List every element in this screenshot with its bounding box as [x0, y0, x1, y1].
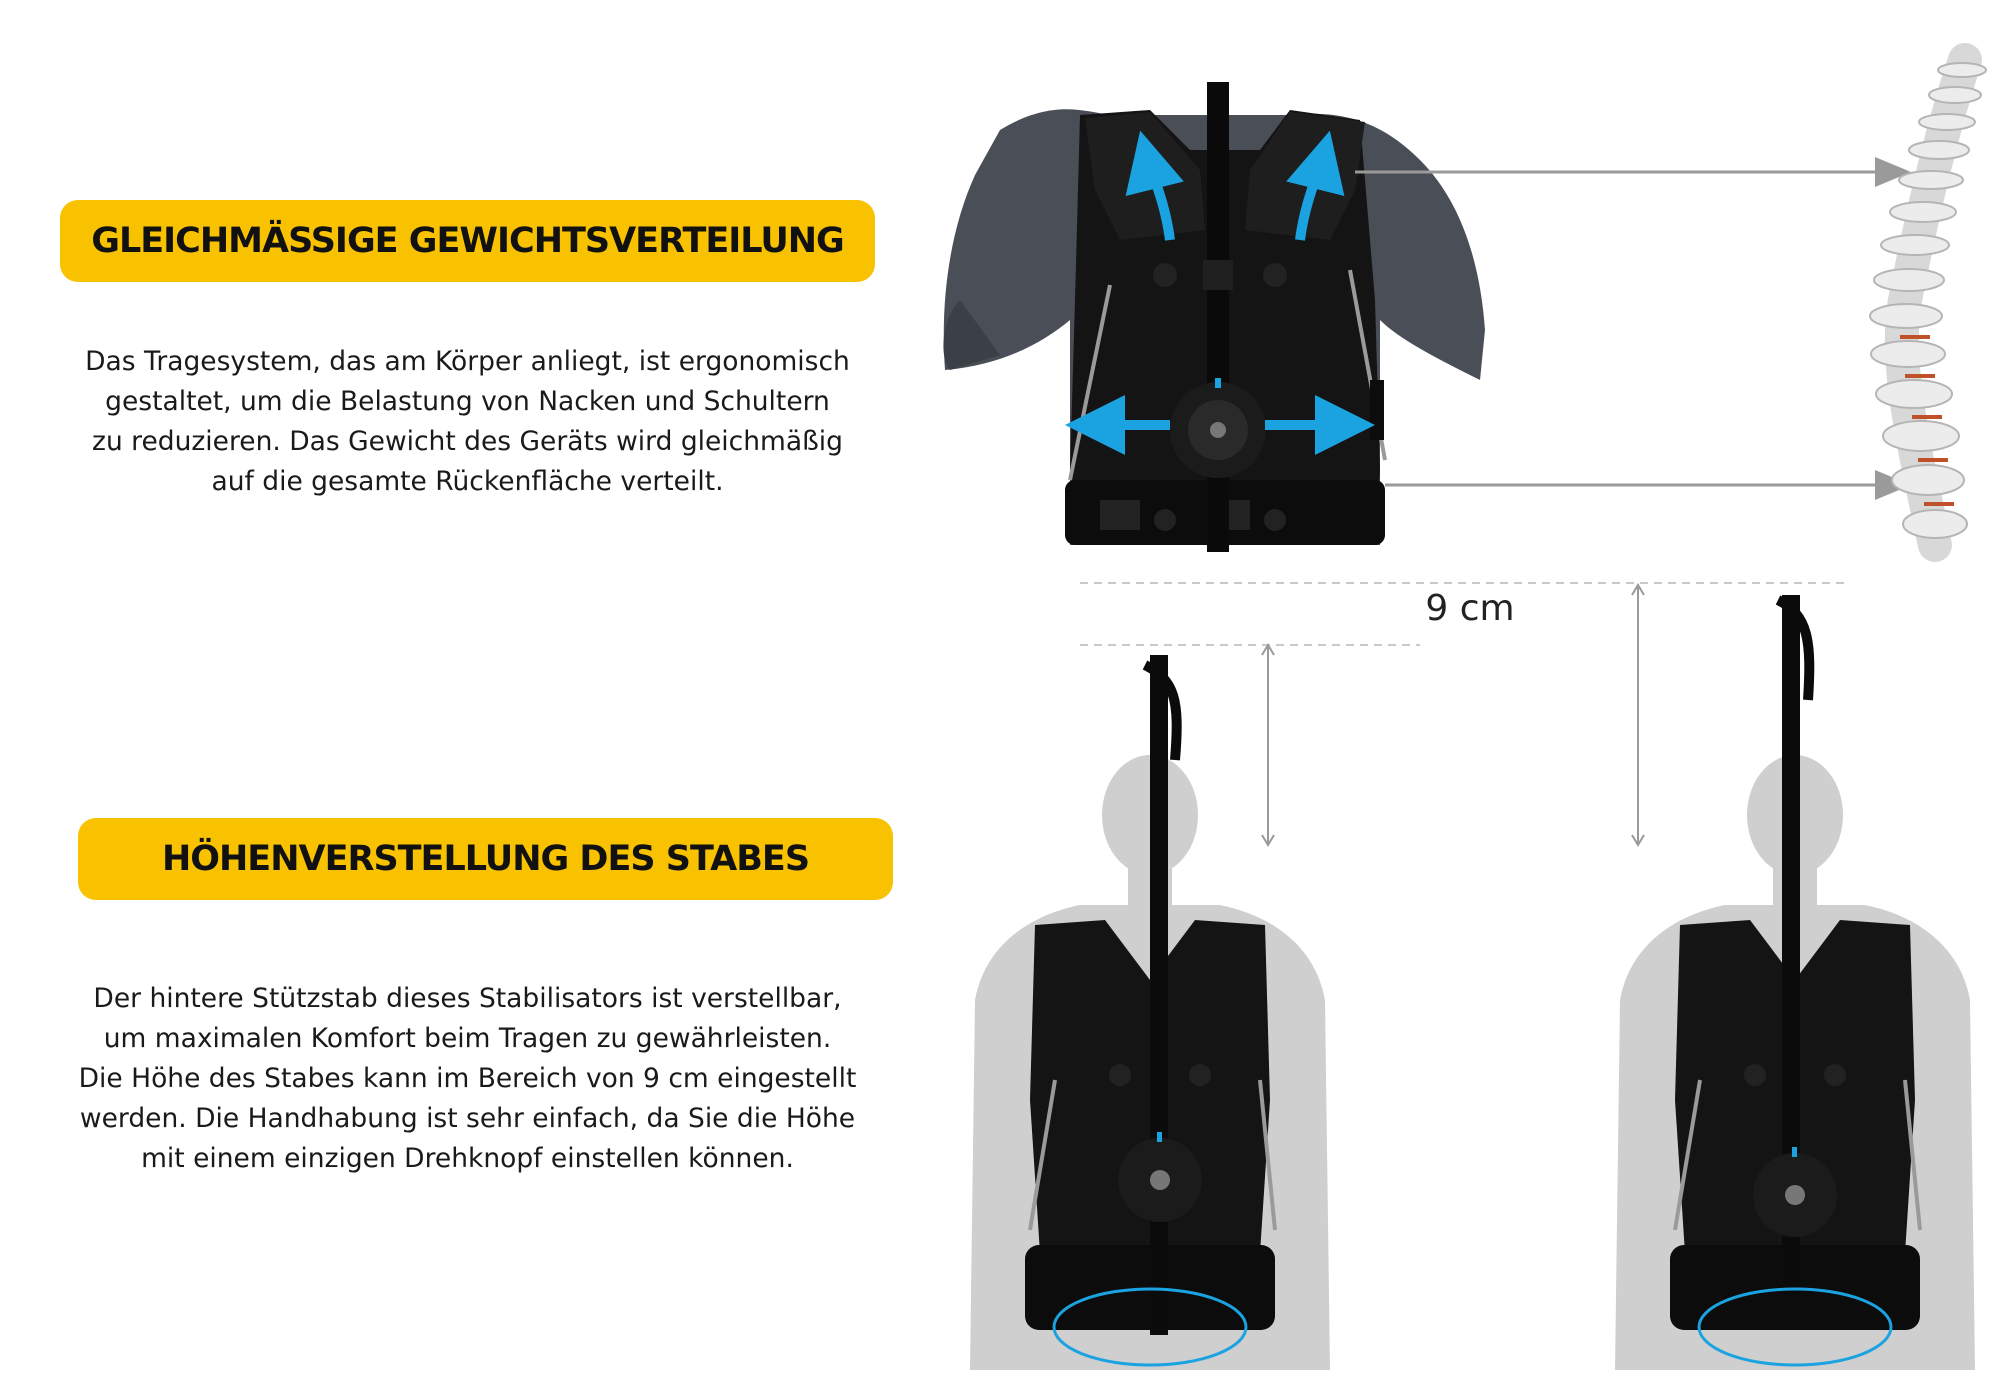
paragraph-line: gestaltet, um die Belastung von Nacken und Schultern [105, 386, 830, 417]
paragraph-line: Der hintere Stützstab dieses Stabilisators ist verstellbar, [93, 983, 842, 1014]
paragraph-line: Die Höhe des Stabes kann im Bereich von 9 cm eingestellt [78, 1063, 857, 1094]
vest-rod-raised [1615, 595, 1975, 1370]
measurement-label: 9 cm [1425, 588, 1515, 629]
paragraph-line: werden. Die Handhabung ist sehr einfach, da Sie die Höhe [79, 1103, 856, 1134]
paragraph-line: Das Tragesystem, das am Körper anliegt, ist ergonomisch [85, 346, 850, 377]
paragraph-line: um maximalen Komfort beim Tragen zu gewährleisten. [103, 1023, 832, 1054]
vest-back-photo [943, 82, 1485, 552]
paragraph-line: auf die gesamte Rückenfläche verteilt. [211, 466, 724, 497]
heading-rod-height-adjustment: HÖHENVERSTELLUNG DES STABES [78, 818, 893, 900]
paragraph-line: zu reduzieren. Das Gewicht des Geräts wird gleichmäßig [92, 426, 843, 457]
spine-illustration [1870, 60, 1986, 545]
vest-rod-lowered [970, 655, 1330, 1370]
heading-weight-distribution: GLEICHMÄSSIGE GEWICHTSVERTEILUNG [60, 200, 875, 282]
paragraph-line: mit einem einzigen Drehknopf einstellen können. [141, 1143, 794, 1174]
